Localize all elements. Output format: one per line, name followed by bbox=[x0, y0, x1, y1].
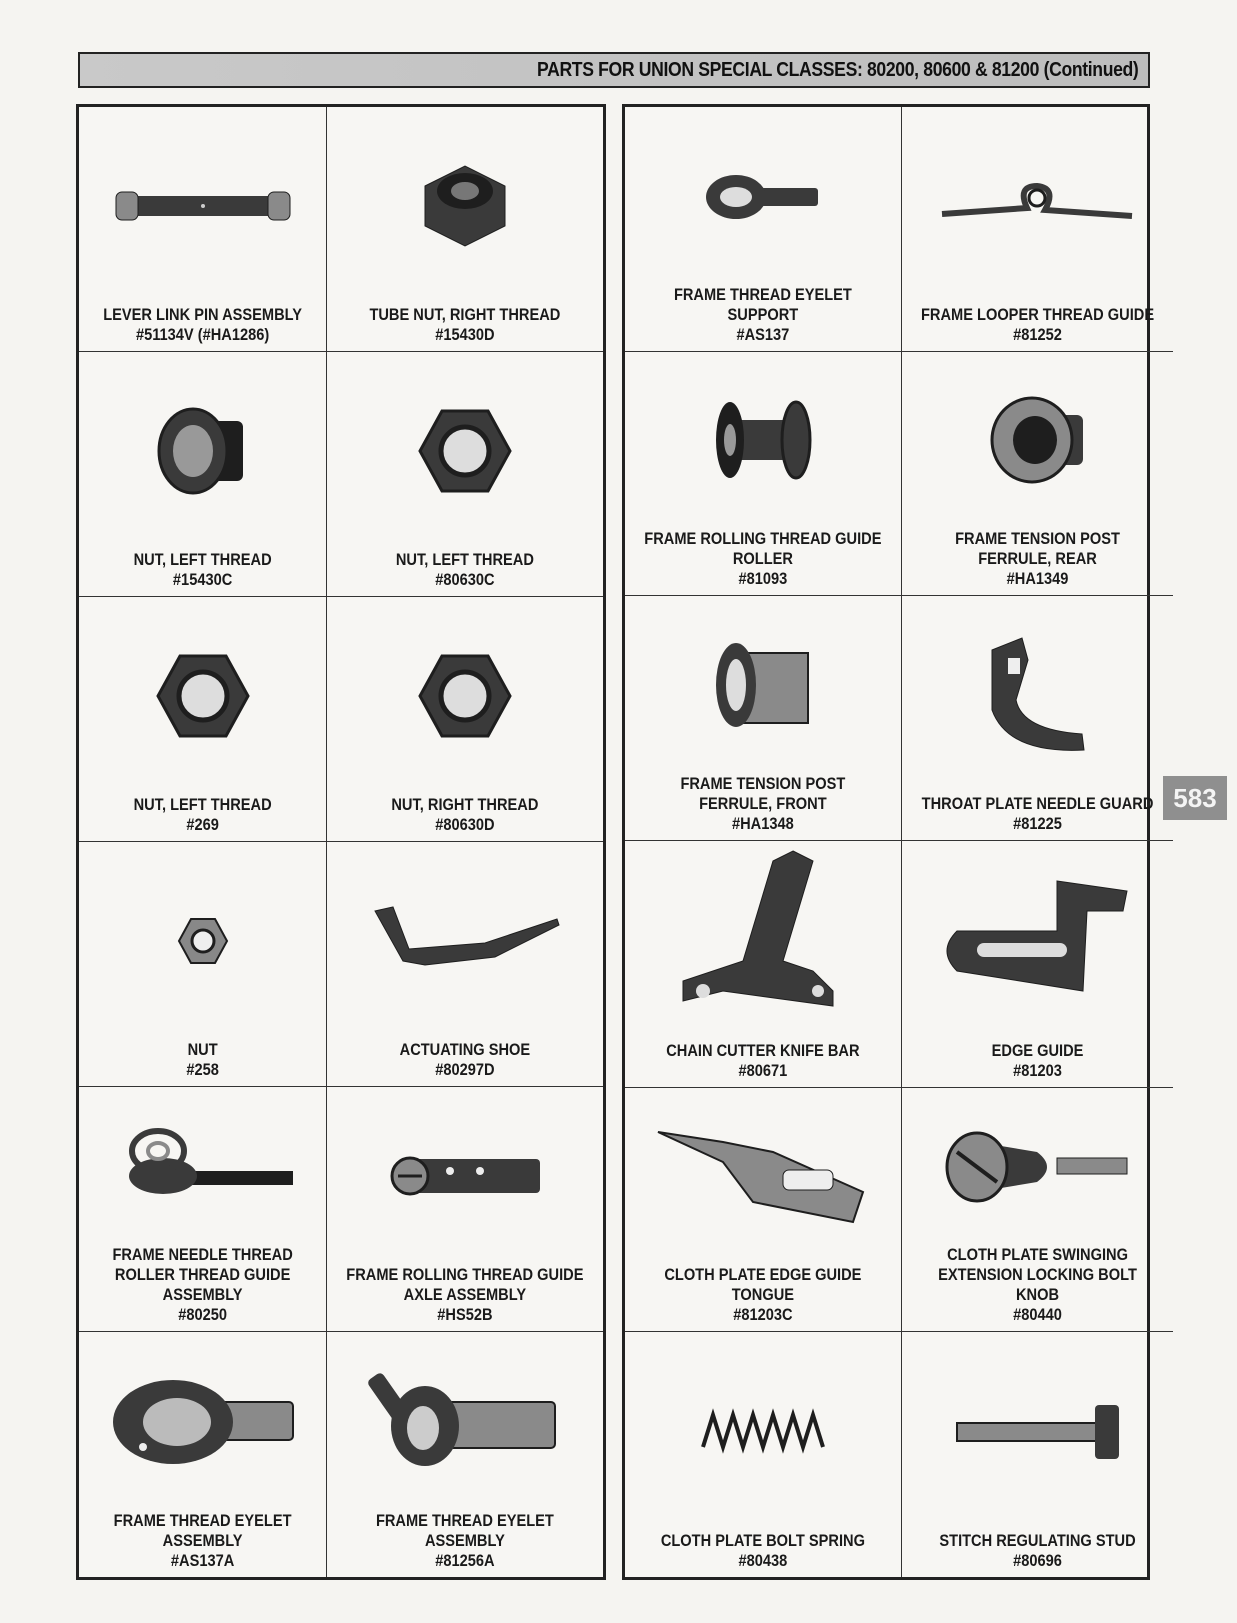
part-number: #80630C bbox=[435, 570, 495, 589]
part-name-line: ASSEMBLY bbox=[162, 1531, 243, 1550]
part-number: #81225 bbox=[1012, 813, 1062, 833]
part-label bbox=[79, 1511, 326, 1577]
part-number: #15430C bbox=[172, 570, 233, 589]
part-number: #HS52B bbox=[437, 1305, 493, 1324]
part-name-line: ASSEMBLY bbox=[425, 1531, 506, 1550]
link-pin-icon bbox=[79, 107, 326, 305]
page-header bbox=[78, 52, 1150, 88]
part-name: TUBE NUT, RIGHT THREAD bbox=[369, 305, 561, 324]
part-name: EDGE GUIDE bbox=[991, 1040, 1084, 1060]
part-name: STITCH REGULATING STUD bbox=[939, 1531, 1136, 1550]
part-label bbox=[625, 285, 901, 351]
tube-nut-icon bbox=[327, 107, 603, 305]
part-cell bbox=[327, 842, 603, 1087]
part-cell bbox=[327, 1332, 603, 1577]
knife-bar-icon bbox=[625, 841, 901, 1041]
part-label bbox=[327, 1265, 603, 1331]
part-cell bbox=[625, 1332, 902, 1577]
part-cell bbox=[327, 352, 603, 597]
part-label bbox=[79, 795, 326, 841]
ferrule-front-icon bbox=[625, 596, 901, 774]
eyelet-assembly-icon bbox=[79, 1332, 326, 1511]
part-name-line: ROLLER bbox=[732, 549, 793, 569]
hex-nut-icon bbox=[327, 597, 603, 795]
part-name: THROAT PLATE NEEDLE GUARD bbox=[921, 793, 1154, 813]
part-cell bbox=[327, 597, 603, 842]
part-number: #80297D bbox=[435, 1060, 495, 1079]
part-name-line: TONGUE bbox=[731, 1285, 795, 1305]
part-label bbox=[902, 1531, 1173, 1577]
part-name: NUT, LEFT THREAD bbox=[133, 795, 272, 814]
part-name: NUT, LEFT THREAD bbox=[396, 550, 535, 569]
part-name-line: FERRULE, REAR bbox=[978, 549, 1097, 569]
part-number: #80630D bbox=[435, 815, 495, 834]
part-cell bbox=[79, 597, 327, 842]
part-cell bbox=[625, 596, 902, 841]
edge-guide-icon bbox=[902, 841, 1173, 1041]
part-label bbox=[902, 794, 1173, 840]
part-cell bbox=[625, 107, 902, 352]
part-label bbox=[625, 774, 901, 840]
part-name: CHAIN CUTTER KNIFE BAR bbox=[666, 1040, 860, 1060]
part-number: #80438 bbox=[738, 1551, 788, 1570]
part-name: FRAME LOOPER THREAD GUIDE bbox=[920, 304, 1154, 324]
part-cell bbox=[79, 1087, 327, 1332]
part-name-line: CLOTH PLATE EDGE GUIDE bbox=[664, 1265, 862, 1285]
part-name-line: EXTENSION LOCKING BOLT bbox=[937, 1265, 1137, 1285]
part-name-line: FRAME THREAD EYELET bbox=[113, 1511, 292, 1530]
part-number: #81203 bbox=[1012, 1060, 1062, 1080]
part-cell bbox=[327, 1087, 603, 1332]
part-cell bbox=[902, 107, 1173, 352]
right-parts-panel bbox=[622, 104, 1154, 1580]
part-label bbox=[327, 795, 603, 841]
part-label bbox=[79, 1040, 326, 1086]
eyelet-tube-icon bbox=[327, 1332, 603, 1511]
part-name: NUT, LEFT THREAD bbox=[133, 550, 272, 569]
part-name: LEVER LINK PIN ASSEMBLY bbox=[103, 305, 302, 324]
part-number: #81256A bbox=[435, 1551, 495, 1570]
ferrule-icon bbox=[902, 352, 1173, 530]
part-label bbox=[79, 550, 326, 596]
part-label bbox=[625, 1531, 901, 1577]
part-cell bbox=[79, 107, 327, 352]
part-number: #15430D bbox=[435, 325, 495, 344]
collar-nut-icon bbox=[79, 352, 326, 550]
part-number: #80696 bbox=[1012, 1551, 1062, 1570]
part-number: #80250 bbox=[178, 1305, 227, 1324]
part-name-line: FRAME THREAD EYELET bbox=[376, 1511, 555, 1530]
part-label bbox=[902, 1245, 1173, 1331]
part-name-line: FERRULE, FRONT bbox=[699, 793, 827, 813]
part-cell bbox=[902, 1332, 1173, 1577]
part-label bbox=[327, 1511, 603, 1577]
part-name-line: FRAME TENSION POST bbox=[680, 773, 846, 793]
part-number: #80671 bbox=[738, 1060, 788, 1080]
part-number: #269 bbox=[186, 815, 219, 834]
part-number: #81093 bbox=[738, 569, 788, 589]
part-cell bbox=[79, 352, 327, 597]
part-name-line: FRAME ROLLING THREAD GUIDE bbox=[644, 529, 882, 549]
part-label bbox=[327, 305, 603, 351]
part-label bbox=[625, 529, 901, 595]
part-number: #51134V (#HA1286) bbox=[135, 325, 270, 344]
wire-guide-icon bbox=[902, 107, 1173, 305]
part-cell bbox=[625, 352, 902, 597]
part-number: #80440 bbox=[1012, 1305, 1062, 1325]
part-name-line: CLOTH PLATE SWINGING bbox=[946, 1245, 1128, 1265]
roller-guide-icon bbox=[79, 1087, 326, 1245]
small-nut-icon bbox=[79, 842, 326, 1040]
part-cell bbox=[625, 841, 902, 1088]
shoe-icon bbox=[327, 842, 603, 1040]
part-number: #HA1348 bbox=[731, 813, 794, 833]
part-cell bbox=[625, 1088, 902, 1333]
page-title: PARTS FOR UNION SPECIAL CLASSES: 80200, 80600 & 81200 (Continued) bbox=[536, 58, 1138, 81]
part-name: NUT, RIGHT THREAD bbox=[391, 795, 539, 814]
spring-icon bbox=[625, 1332, 901, 1531]
part-number: #81203C bbox=[733, 1305, 793, 1325]
part-number: #258 bbox=[186, 1060, 219, 1079]
page-number-tab: 583 bbox=[1163, 776, 1227, 820]
part-number: #AS137A bbox=[170, 1551, 235, 1570]
hex-nut-icon bbox=[79, 597, 326, 795]
part-cell bbox=[902, 596, 1173, 841]
part-name-line: ROLLER THREAD GUIDE bbox=[114, 1265, 291, 1284]
part-label bbox=[327, 550, 603, 596]
part-name-line: FRAME THREAD EYELET bbox=[673, 284, 852, 304]
part-name-line: AXLE ASSEMBLY bbox=[403, 1285, 527, 1304]
part-name-line: KNOB bbox=[1015, 1285, 1059, 1305]
part-label bbox=[902, 305, 1173, 351]
part-name-line: SUPPORT bbox=[727, 304, 799, 324]
part-label bbox=[625, 1041, 901, 1087]
part-label bbox=[79, 1245, 326, 1331]
axle-icon bbox=[327, 1087, 603, 1265]
part-name-line: FRAME NEEDLE THREAD bbox=[112, 1245, 293, 1264]
part-name-line: FRAME TENSION POST bbox=[954, 529, 1120, 549]
part-cell bbox=[902, 352, 1173, 597]
spool-roller-icon bbox=[625, 352, 901, 530]
part-cell bbox=[902, 1088, 1173, 1333]
eyelet-support-icon bbox=[625, 107, 901, 285]
part-name-line: FRAME ROLLING THREAD GUIDE bbox=[346, 1265, 584, 1284]
part-label bbox=[327, 1040, 603, 1086]
stud-icon bbox=[902, 1332, 1173, 1531]
part-cell bbox=[902, 841, 1173, 1088]
bolt-knob-icon bbox=[902, 1088, 1173, 1246]
hex-nut-icon bbox=[327, 352, 603, 550]
tongue-icon bbox=[625, 1088, 901, 1266]
part-label bbox=[625, 1265, 901, 1331]
needle-guard-icon bbox=[902, 596, 1173, 794]
part-number: #81252 bbox=[1012, 324, 1062, 344]
part-number: #HA1349 bbox=[1006, 569, 1069, 589]
part-name-line: ASSEMBLY bbox=[162, 1285, 243, 1304]
part-name: NUT bbox=[187, 1040, 218, 1059]
part-cell bbox=[79, 1332, 327, 1577]
part-name: CLOTH PLATE BOLT SPRING bbox=[660, 1531, 865, 1550]
part-label bbox=[902, 1041, 1173, 1087]
part-cell bbox=[327, 107, 603, 352]
part-number: #AS137 bbox=[736, 324, 790, 344]
part-name: ACTUATING SHOE bbox=[399, 1040, 531, 1059]
part-cell bbox=[79, 842, 327, 1087]
part-label bbox=[902, 529, 1173, 595]
left-parts-panel bbox=[76, 104, 606, 1580]
part-label bbox=[79, 305, 326, 351]
